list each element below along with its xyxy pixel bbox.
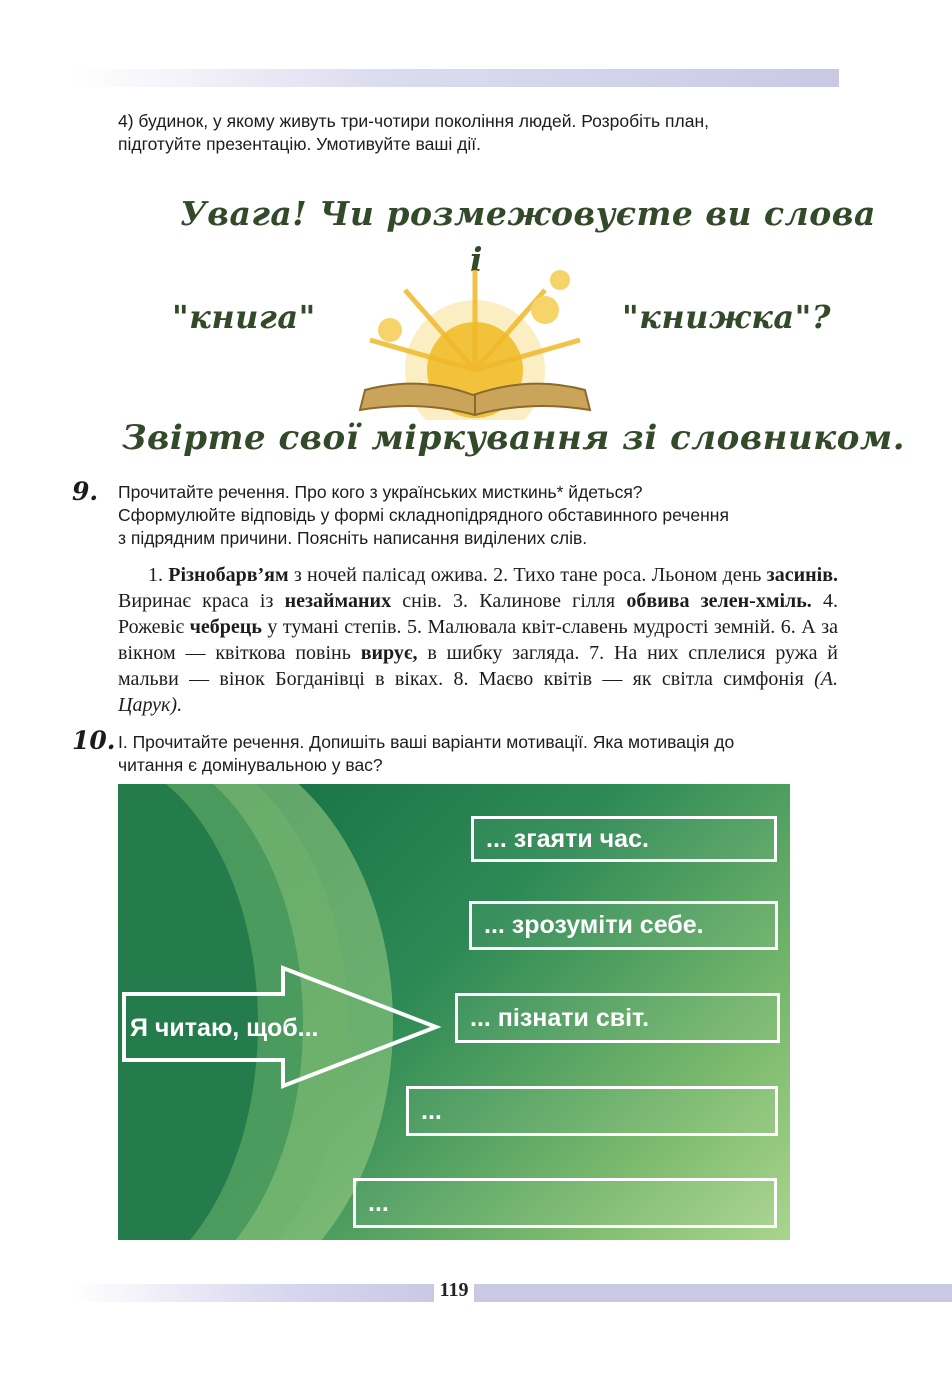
- highlighted-word: незайманих: [284, 590, 392, 612]
- sentence-text: в шибку загляда. 7. На них сплелися ружа й мальви — вінок Богданівці в віках. 8. Маєво квітів — як світла симфонія: [118, 642, 839, 690]
- poster-word2: "книжка"?: [622, 298, 832, 336]
- highlighted-word: вирує,: [360, 642, 418, 664]
- sentence-text: з ночей палісад ожива. 2. Тихо тане роса. Льоном день: [288, 564, 767, 586]
- highlighted-word: чебрець: [189, 616, 262, 638]
- header-bar: [73, 69, 839, 87]
- motivation-option-5: ...: [353, 1178, 777, 1228]
- task-9-sentences: [118, 562, 838, 718]
- sentence-text: 1.: [148, 564, 169, 586]
- sentence-text: снів. 3. Калинове гілля: [391, 590, 627, 612]
- sentence-text: Виринає краса із: [118, 590, 285, 612]
- motivation-option-3: ... пізнати світ.: [455, 993, 780, 1043]
- footer-bar-left: [73, 1284, 434, 1302]
- task-9-number: 9.: [72, 477, 99, 506]
- task-9-instructions: Прочитайте речення. Про кого з українських мисткинь* йдеться? Сформулюйте відповідь у формі складнопідрядного обставинного речення з підрядним причини. Поясніть написання виділених слів.: [118, 482, 729, 548]
- motivation-option-1: ... згаяти час.: [471, 816, 777, 862]
- poster-line1: Увага! Чи розмежовуєте ви слова: [180, 194, 876, 233]
- previous-task-text: 4) будинок, у якому живуть три-чотири покоління людей. Розробіть план, підготуйте презентацію. Умотивуйте ваші дії.: [118, 111, 709, 154]
- task-10-number: 10.: [72, 726, 116, 755]
- poster-word1: "книга": [172, 298, 316, 336]
- highlighted-word: Різнобарв’ям: [168, 564, 289, 586]
- motivation-option-4: ...: [406, 1086, 778, 1136]
- highlighted-word: засинів.: [766, 564, 838, 586]
- footer-bar-right: [474, 1284, 952, 1302]
- motivation-banner: [118, 784, 790, 1240]
- arrow-label: Я читаю, щоб...: [130, 1014, 319, 1042]
- page-number: 119: [439, 1279, 469, 1301]
- poster-line3: Звірте свої міркування зі словником.: [122, 418, 906, 458]
- motivation-option-2: ... зрозуміти себе.: [469, 901, 778, 950]
- task-10-instructions: І. Прочитайте речення. Допишіть ваші варіанти мотивації. Яка мотивація до читання є домінувальною у вас?: [118, 732, 735, 775]
- sentence-text: (А. Царук).: [118, 668, 838, 716]
- sun-book-illustration: [345, 250, 605, 420]
- poster-conj: і: [470, 240, 484, 279]
- sentence-text: 4. Рожевіє: [118, 590, 839, 638]
- sentence-text: у тумані степів. 5. Малювала квіт-славень мудрості земній. 6. А за вікном — квіткова повінь: [118, 616, 838, 664]
- highlighted-word: обвива зелен-хміль.: [626, 590, 812, 612]
